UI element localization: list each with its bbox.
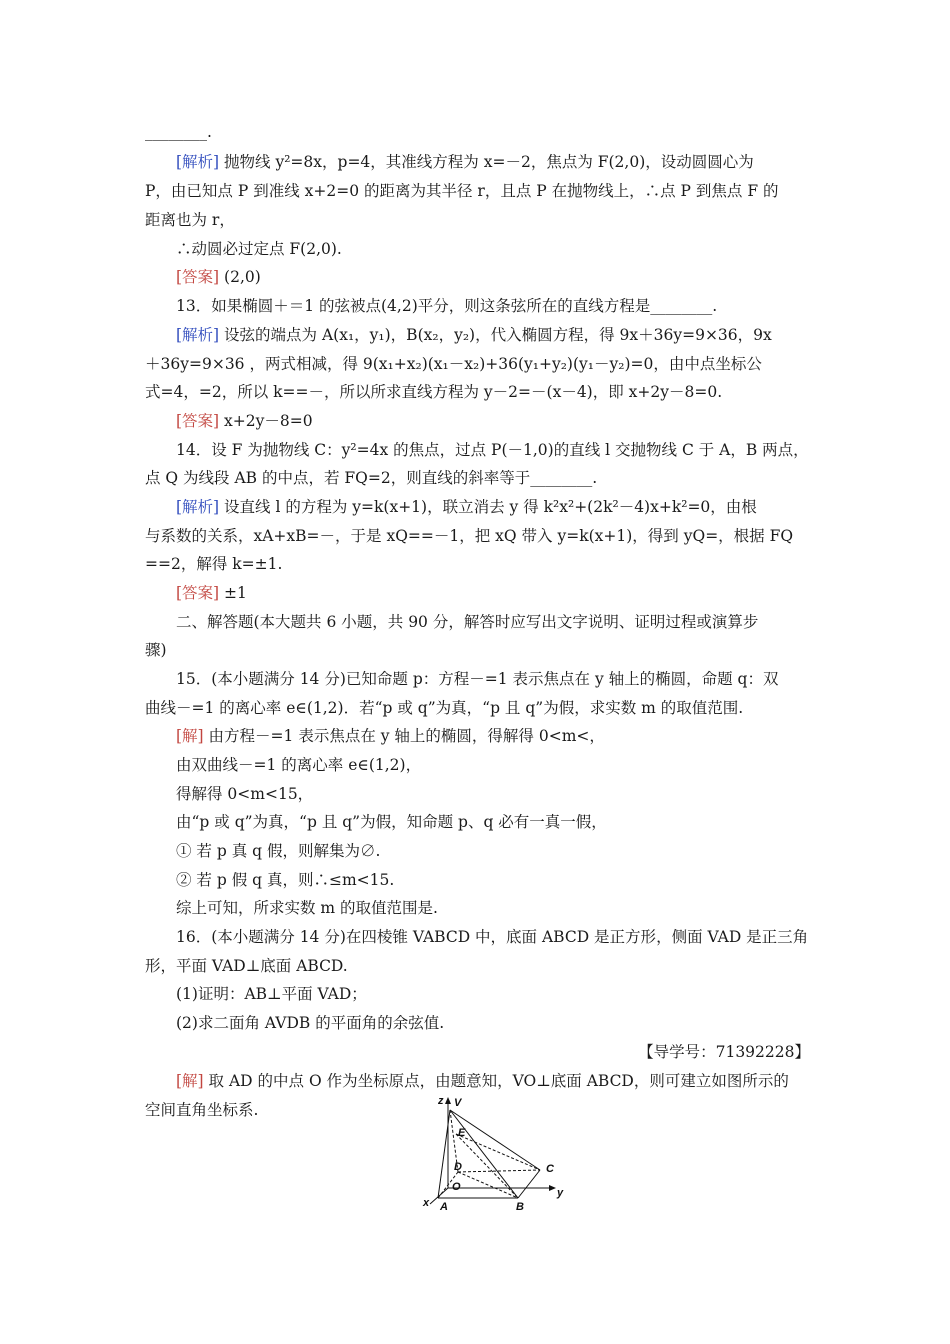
section-tag: [解析] (176, 498, 220, 516)
text-line (176, 411, 313, 431)
text-line (176, 267, 261, 287)
line-text: 骤) (145, 641, 167, 659)
line-text: ∴动圆必过定点 F(2,0). (176, 240, 342, 258)
text-line (145, 210, 235, 230)
text-line (145, 526, 793, 546)
line-text: ② 若 p 假 q 真，则∴≤m<15. (176, 871, 395, 889)
line-text: (1)证明：AB⊥平面 VAD； (176, 985, 367, 1003)
line-text: 曲线－=1 的离心率 e∈(1,2)．若“p 或 q”为真，“p 且 q”为假，求实数 m 的取值范围. (145, 699, 744, 717)
section-tag: [答案] (176, 268, 220, 286)
line-text: 由“p 或 q”为真，“p 且 q”为假，知命题 p、q 必有一真一假， (176, 813, 607, 831)
text-line (176, 726, 605, 746)
line-text: 二、解答题(本大题共 6 小题，共 90 分，解答时应写出文字说明、证明过程或演算步 (176, 613, 759, 631)
label-y: y (557, 1187, 564, 1199)
section-tag: [答案] (176, 412, 220, 430)
section-tag: [解析] (176, 153, 220, 171)
section-tag: [解] (176, 727, 204, 745)
line-text: ±1 (219, 584, 247, 602)
text-line (176, 152, 754, 172)
text-line (176, 1071, 789, 1091)
line-text: 由方程－=1 表示焦点在 y 轴上的椭圆，得解得 0<m<， (203, 727, 605, 745)
text-line (176, 812, 607, 832)
line-text: (2,0) (219, 268, 261, 286)
line-text: 13．如果椭圆＋＝1 的弦被点(4,2)平分，则这条弦所在的直线方程是________. (176, 297, 718, 315)
line-text: 点 Q 为线段 AB 的中点，若 FQ=2，则直线的斜率等于________. (145, 469, 598, 487)
text-line (176, 325, 772, 345)
label-x: x (423, 1197, 430, 1209)
text-line (176, 239, 342, 259)
text-line (176, 898, 438, 918)
line-text: ________. (145, 123, 212, 141)
label-E: E (458, 1127, 466, 1139)
text-line (145, 956, 348, 976)
text-line (176, 296, 717, 316)
text-line (176, 583, 247, 603)
line-text: 得解得 0<m<15， (176, 785, 314, 803)
line-text: 15．(本小题满分 14 分)已知命题 p：方程－=1 表示焦点在 y 轴上的椭圆，命题 q：双 (176, 670, 779, 688)
line-text: 形，平面 VAD⊥底面 ABCD. (145, 957, 348, 975)
line-text: ① 若 p 真 q 假，则解集为∅. (176, 842, 381, 860)
line-text: 设弦的端点为 A(x₁，y₁)，B(x₂，y₂)，代入椭圆方程，得 9x＋36y=9×36，9x (219, 326, 772, 344)
label-C: C (546, 1163, 554, 1175)
line-text: (2)求二面角 AVDB 的平面角的余弦值. (176, 1014, 445, 1032)
line-text: ==2，解得 k=±1. (145, 555, 283, 573)
pyramid-figure (420, 1092, 570, 1212)
label-D: D (454, 1161, 462, 1173)
label-z: z (438, 1095, 444, 1107)
guide-number: 【导学号：71392228】 (638, 1043, 810, 1061)
line-text: 由双曲线－=1 的离心率 e∈(1,2)， (176, 756, 422, 774)
text-line (145, 468, 597, 488)
text-line (145, 640, 167, 660)
text-line (145, 698, 743, 718)
text-line (145, 122, 212, 142)
line-text: 空间直角坐标系. (145, 1101, 259, 1119)
line-text: 取 AD 的中点 O 作为坐标原点，由题意知，VO⊥底面 ABCD，则可建立如图所示的 (203, 1072, 789, 1090)
line-text: x+2y－8=0 (219, 412, 313, 430)
section-tag: [解析] (176, 326, 220, 344)
z-axis-arrow (445, 1097, 451, 1104)
line-text: 抛物线 y²=8x，p=4，其准线方程为 x=－2，焦点为 F(2,0)，设动圆圆心为 (219, 153, 754, 171)
text-line (176, 784, 313, 804)
line-text: 与系数的关系，xA+xB=－，于是 xQ==－1，把 xQ 带入 y=k(x+1)，得到 yQ=，根据 FQ (145, 527, 794, 545)
text-line (176, 755, 421, 775)
text-line (176, 1013, 444, 1033)
y-axis-arrow (549, 1185, 556, 1191)
text-line (176, 984, 367, 1004)
text-line (176, 440, 809, 460)
label-A: A (440, 1201, 448, 1212)
text-line (176, 497, 757, 517)
line-text: 设直线 l 的方程为 y=k(x+1)，联立消去 y 得 k²x²+(2k²－4)x+k²=0，由根 (219, 498, 757, 516)
text-line (176, 927, 808, 947)
text-line (145, 354, 762, 374)
line-text: 14．设 F 为抛物线 C：y²=4x 的焦点，过点 P(－1,0)的直线 l 交抛物线 C 于 A，B 两点， (176, 441, 809, 459)
text-line (145, 181, 779, 201)
line-text: 式=4，=2，所以 k==－，所以所求直线方程为 y－2=－(x－4)，即 x+2y－8=0. (145, 383, 723, 401)
section-tag: [解] (176, 1072, 204, 1090)
text-line (176, 669, 778, 689)
line-text: P，由已知点 P 到准线 x+2=0 的距离为其半径 r，且点 P 在抛物线上，∴点 P 到焦点 F 的 (145, 182, 779, 200)
text-line (145, 554, 282, 574)
text-line (176, 612, 758, 632)
line-text: 16．(本小题满分 14 分)在四棱锥 VABCD 中，底面 ABCD 是正方形，侧面 VAD 是正三角 (176, 928, 809, 946)
text-line (145, 382, 722, 402)
label-O: O (452, 1181, 461, 1193)
line-text: 距离也为 r， (145, 211, 235, 229)
text-line (145, 1100, 258, 1120)
text-line (176, 870, 394, 890)
line-text: ＋36y=9×36 ，两式相减，得 9(x₁+x₂)(x₁－x₂)+36(y₁+y₂)(y₁－y₂)=0，由中点坐标公 (145, 355, 762, 373)
section-tag: [答案] (176, 584, 220, 602)
label-B: B (516, 1201, 524, 1212)
line-text: 综上可知，所求实数 m 的取值范围是. (176, 899, 438, 917)
text-line (176, 841, 380, 861)
label-V: V (454, 1097, 462, 1109)
